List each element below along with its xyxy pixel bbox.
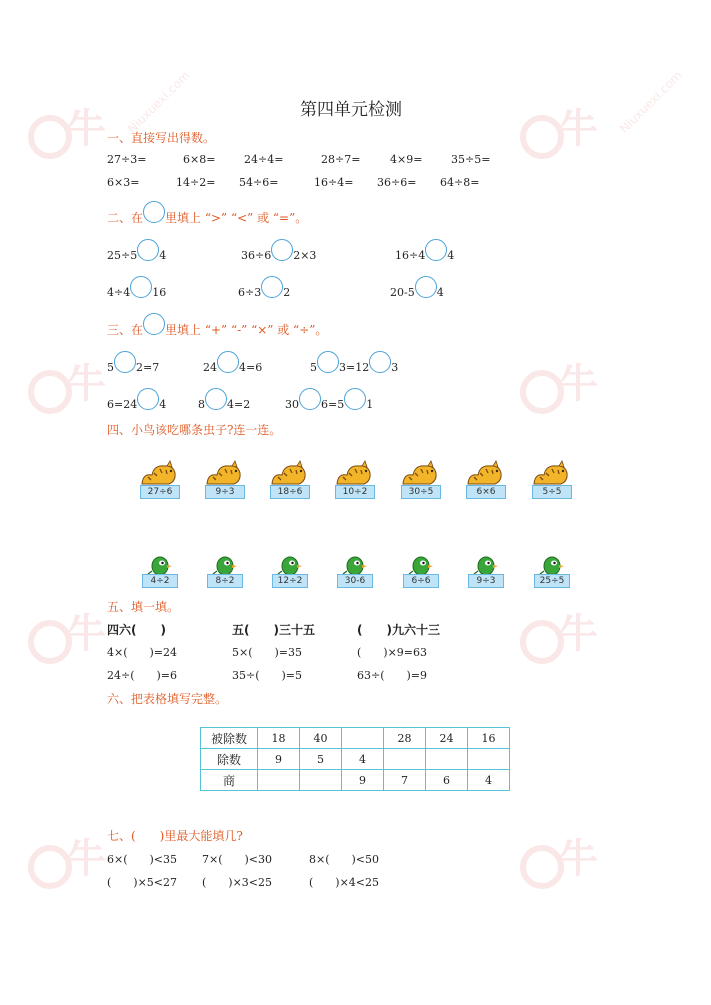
worm-figure[interactable] [401,460,439,500]
inequality-item: 6×( )<35 [107,853,178,866]
heading-text: 三、在 [107,322,144,337]
cat-icon [140,460,178,486]
cat-icon [205,460,243,486]
section-5-heading: 五、填一填。 [107,600,180,614]
expr-left: 36÷6 [241,248,272,262]
table-cell[interactable]: 40 [300,728,342,749]
page-title: 第四单元检测 [300,100,402,120]
worm-label: 10÷2 [335,485,375,499]
worm-figure[interactable] [140,460,178,500]
worm-figure[interactable] [532,460,570,500]
table-cell[interactable]: 16 [468,728,510,749]
expr-left: 6÷3 [238,285,262,299]
worm-label: 18÷6 [270,485,310,499]
calc-item: 4×9= [390,153,423,166]
table-row [201,728,510,749]
expr-left: 4÷4 [107,285,131,299]
bird-label: 30-6 [337,574,373,588]
expr-right: 4 [447,248,455,262]
watermark-logo: 牛 Niuxuexi.com [28,115,72,159]
fill-item: ( )九六十三 [357,623,440,637]
bird-label: 6÷6 [403,574,439,588]
answer-circle[interactable] [137,388,159,410]
table-row [201,770,510,791]
table-cell[interactable]: 7 [384,770,426,791]
expr-part: 24 [203,360,217,374]
division-table [200,727,510,791]
answer-circle[interactable] [299,388,321,410]
bird-figure[interactable] [145,555,175,591]
expr-right: 4 [159,248,167,262]
watermark-logo: 牛 [28,370,72,414]
circle-blank [143,313,165,335]
expr-left: 16÷4 [395,248,426,262]
expr-part: 3 [391,360,399,374]
operator-item [310,356,398,378]
expr-part: 6=24 [107,397,138,411]
calc-item: 14÷2= [176,176,216,189]
answer-circle[interactable] [415,276,437,298]
answer-circle[interactable] [317,351,339,373]
expr-part: 4=6 [239,360,263,374]
bird-label: 4÷2 [142,574,178,588]
worm-label: 6×6 [466,485,506,499]
table-cell[interactable]: 9 [258,749,300,770]
compare-item [241,244,316,266]
section-4-heading: 四、小鸟该吃哪条虫子?连一连。 [107,423,282,437]
cat-icon [335,460,373,486]
operator-item [107,356,159,378]
bird-label: 12÷2 [272,574,308,588]
worm-label: 27÷6 [140,485,180,499]
table-cell[interactable]: 9 [342,770,384,791]
table-cell[interactable] [258,770,300,791]
worm-label: 9÷3 [205,485,245,499]
section-7-heading: 七、( )里最大能填几? [107,829,243,843]
table-cell[interactable]: 28 [384,728,426,749]
operator-item [203,356,262,378]
compare-item [390,281,444,303]
inequality-item: ( )×4<25 [309,876,380,889]
expr-right: 16 [152,285,167,299]
cat-icon [532,460,570,486]
section-1-heading: 一、直接写出得数。 [107,131,216,145]
watermark-logo: 牛 [28,620,72,664]
expr-part: 5 [310,360,317,374]
inequality-item: 8×( )<50 [309,853,380,866]
calc-item: 35÷5= [451,153,491,166]
expr-left: 25÷5 [107,248,138,262]
expr-part: 3=12 [339,360,370,374]
answer-circle[interactable] [137,239,159,261]
heading-text: 二、在 [107,210,144,225]
answer-circle[interactable] [205,388,227,410]
fill-item: 4×( )=24 [107,646,178,659]
heading-text: 里填上 “>” “<” 或 “=”。 [165,210,308,225]
fill-item: 35÷( )=5 [232,669,303,682]
expr-part: 1 [366,397,374,411]
calc-item: 36÷6= [377,176,417,189]
answer-circle[interactable] [425,239,447,261]
bird-figure[interactable] [275,555,305,591]
table-cell[interactable]: 5 [300,749,342,770]
fill-item: 24÷( )=6 [107,669,178,682]
answer-circle[interactable] [369,351,391,373]
heading-text: 里填上 “+” “-” “×” 或 “÷”。 [165,322,328,337]
table-cell[interactable] [300,770,342,791]
calc-item: 54÷6= [239,176,279,189]
section-2-heading [107,206,307,228]
calc-item: 64÷8= [440,176,480,189]
bird-label: 9÷3 [468,574,504,588]
operator-item [198,393,250,415]
expr-right: 4 [436,285,444,299]
table-cell[interactable] [342,728,384,749]
worm-label: 30÷5 [401,485,441,499]
watermark-logo: 牛 [520,370,564,414]
circle-blank [143,201,165,223]
calc-item: 24÷4= [244,153,284,166]
table-header-cell: 商 [201,770,258,791]
bird-label: 25÷5 [534,574,570,588]
bird-figure[interactable] [406,555,436,591]
answer-circle[interactable] [344,388,366,410]
inequality-item: 7×( )<30 [202,853,273,866]
expr-part: 2=7 [136,360,160,374]
expr-part: 8 [198,397,205,411]
expr-part: 4 [159,397,167,411]
table-cell[interactable]: 4 [468,770,510,791]
cat-icon [401,460,439,486]
answer-circle[interactable] [271,239,293,261]
operator-item [285,393,373,415]
worm-label: 5÷5 [532,485,572,499]
answer-circle[interactable] [130,276,152,298]
bird-label: 8÷2 [207,574,243,588]
expr-part: 6=5 [321,397,345,411]
fill-item: 63÷( )=9 [357,669,428,682]
worm-figure[interactable] [335,460,373,500]
cat-icon [270,460,308,486]
table-cell[interactable]: 18 [258,728,300,749]
watermark-logo: 牛 [520,845,564,889]
fill-item: 五( )三十五 [232,623,315,637]
compare-item [395,244,454,266]
fill-item: 5×( )=35 [232,646,303,659]
watermark-logo: 牛 Niuxuexi.com [520,115,564,159]
worm-figure[interactable] [270,460,308,500]
compare-item [238,281,290,303]
watermark-logo: 牛 [520,620,564,664]
fill-item: ( )×9=63 [357,646,428,659]
answer-circle[interactable] [261,276,283,298]
worm-figure[interactable] [466,460,504,500]
bird-figure[interactable] [537,555,567,591]
bird-figure[interactable] [471,555,501,591]
operator-item [107,393,166,415]
calc-item: 6×3= [107,176,140,189]
section-6-heading: 六、把表格填写完整。 [107,692,228,706]
fill-item: 四六( ) [107,623,166,637]
table-cell[interactable]: 6 [426,770,468,791]
compare-item [107,281,166,303]
compare-item [107,244,166,266]
expr-part: 5 [107,360,114,374]
bird-figure[interactable] [340,555,370,591]
table-cell[interactable] [426,749,468,770]
table-cell[interactable] [384,749,426,770]
answer-circle[interactable] [217,351,239,373]
inequality-item: ( )×5<27 [107,876,178,889]
table-cell[interactable]: 24 [426,728,468,749]
table-cell[interactable] [468,749,510,770]
expr-part: 30 [285,397,299,411]
calc-item: 27÷3= [107,153,147,166]
expr-right: 2×3 [293,248,317,262]
table-cell[interactable]: 4 [342,749,384,770]
watermark-logo: 牛 [28,845,72,889]
table-header-cell: 除数 [201,749,258,770]
expr-part: 4=2 [227,397,251,411]
expr-left: 20-5 [390,285,415,299]
table-row [201,749,510,770]
calc-item: 16÷4= [314,176,354,189]
table-header-cell: 被除数 [201,728,258,749]
answer-circle[interactable] [114,351,136,373]
expr-right: 2 [283,285,291,299]
worm-figure[interactable] [205,460,243,500]
calc-item: 28÷7= [321,153,361,166]
inequality-item: ( )×3<25 [202,876,273,889]
cat-icon [466,460,504,486]
bird-figure[interactable] [210,555,240,591]
section-3-heading [107,318,327,340]
calc-item: 6×8= [183,153,216,166]
